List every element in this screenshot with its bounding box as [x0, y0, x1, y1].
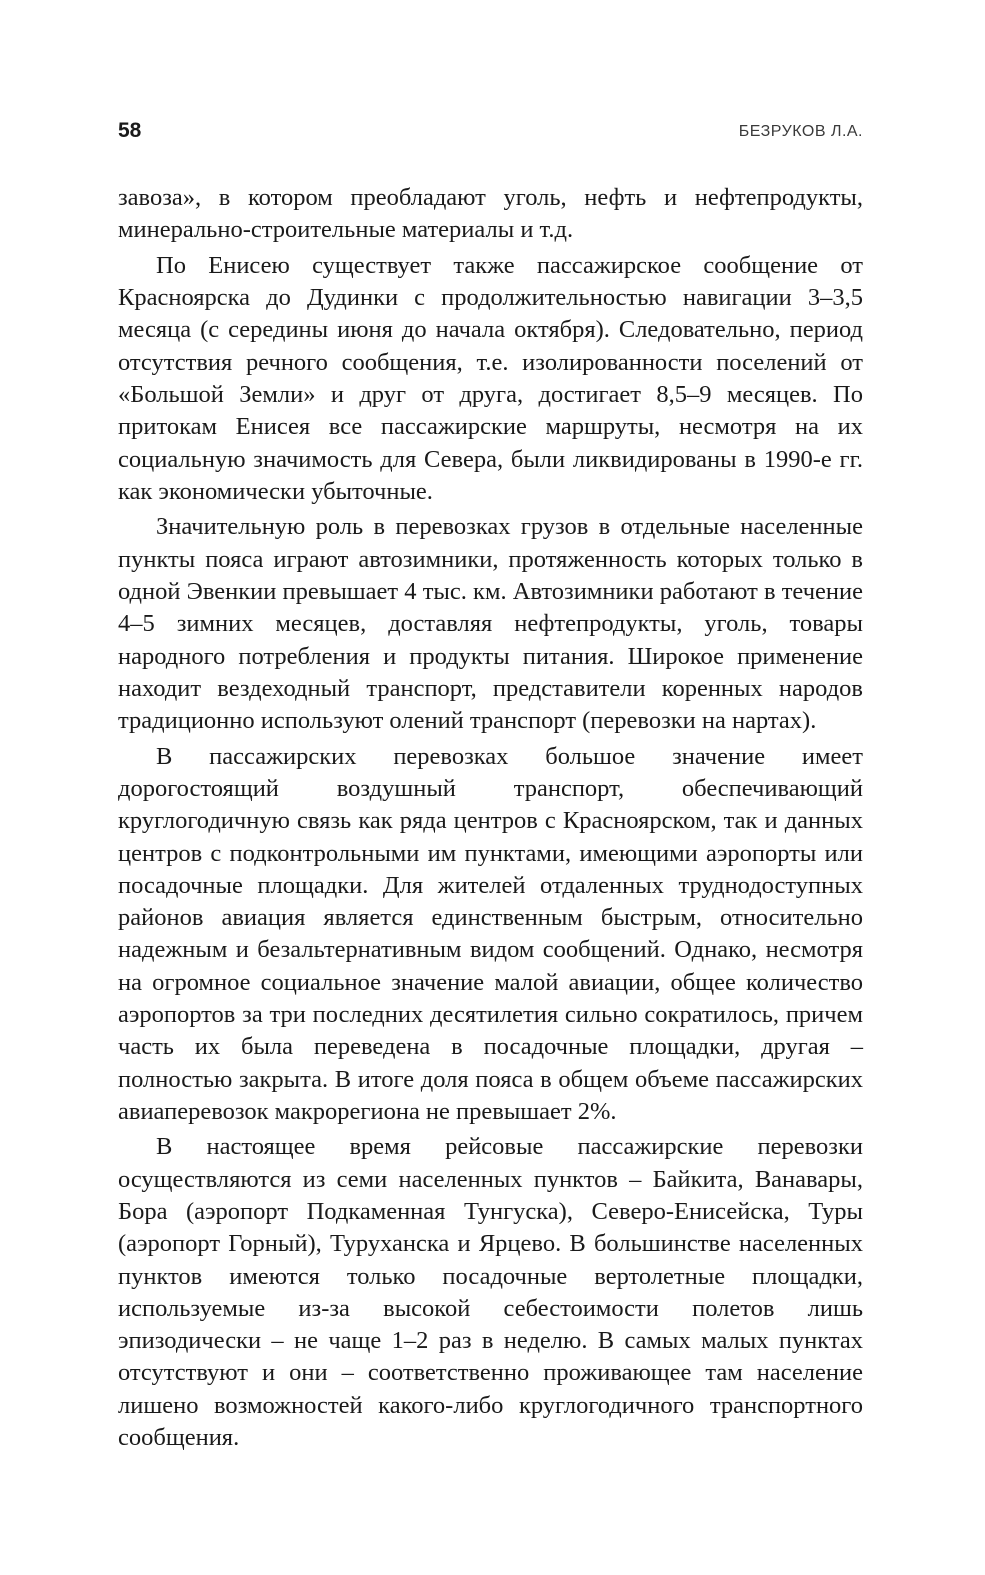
paragraph-air-transport: В пассажирских перевозках большое значение имеет дорогостоящий воздушный транспорт, обеспечивающий круглогодичную связь как ряда центров с Красноярском, так и данных центров с подконтрольными им пунктами, имеющими аэропорты или посадочные площадки. Для жителей отдаленных труднодоступных районов авиация является единственным быстрым, относительно надежным и безальтернативным видом сообщений. Однако, несмотря на огромное социальное значение малой авиации, общее количество аэропортов за три последних десятилетия сильно сократилось, причем часть их была переведена в посадочные площадки, другая – полностью закрыта. В итоге доля пояса в общем объеме пассажирских авиаперевозок макрорегиона не превышает 2%.: [118, 742, 863, 1125]
running-head-author: БЕЗРУКОВ Л.А.: [738, 123, 863, 140]
page-number: 58: [118, 119, 142, 142]
paragraph-scheduled-flights: В настоящее время рейсовые пассажирские перевозки осуществляются из семи населенных пунктов – Байкита, Ванавары, Бора (аэропорт Подкаменная Тунгуска), Северо-Енисейска, Туры (аэропорт Горный), Туруханска и Ярцево. В большинстве населенных пунктов имеются только посадочные вертолетные площадки, используемые из-за высокой себестоимости полетов лишь эпизодически – не чаще 1–2 раз в неделю. В самых малых пунктах отсутствуют и они – соответственно проживающее там население лишено возможностей какого-либо круглогодичного транспортного сообщения.: [118, 1133, 863, 1452]
page-header: [118, 117, 863, 147]
paragraph-winter-roads: Значительную роль в перевозках грузов в отдельные населенные пункты пояса играют автозимники, протяженность которых только в одной Эвенкии превышает 4 тыс. км. Автозимники работают в течение 4–5 зимних месяцев, доставляя нефтепродукты, уголь, товары народного потребления и продукты питания. Широкое применение находит вездеходный транспорт, представители коренных народов традиционно используют олений транспорт (перевозки на нартах).: [118, 513, 863, 735]
body-text: [118, 182, 863, 1458]
paragraph-river-passenger-service: По Енисею существует также пассажирское сообщение от Красноярска до Дудинки с продолжительностью навигации 3–3,5 месяца (с середины июня до начала октября). Следовательно, период отсутствия речного сообщения, т.е. изолированности поселений от «Большой Земли» и друг от друга, достигает 8,5–9 месяцев. По притокам Енисея все пассажирские маршруты, несмотря на их социальную значимость для Севера, были ликвидированы в 1990-е гг. как экономически убыточные.: [118, 251, 863, 505]
paragraph-continuation: завоза», в котором преобладают уголь, нефть и нефтепродукты, минерально-строительные материалы и т.д.: [118, 184, 863, 244]
